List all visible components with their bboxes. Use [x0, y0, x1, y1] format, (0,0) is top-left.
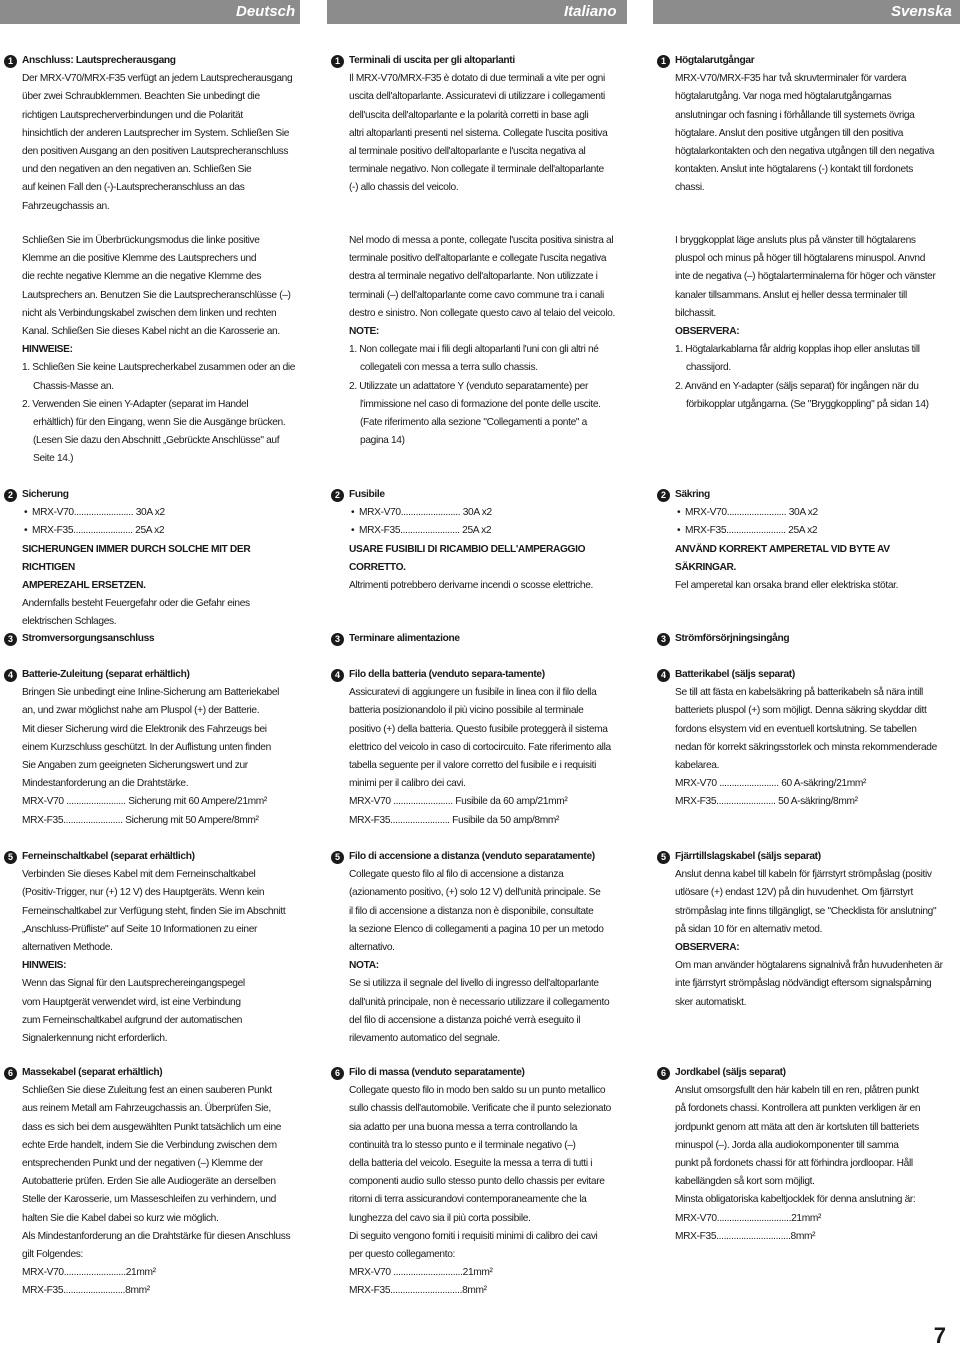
section-number-badge: 1 [657, 55, 670, 68]
note-line: collegateli con messa a terra sullo chassis. [360, 362, 538, 374]
remote-turn-on-title [4, 848, 299, 866]
body-line: Kanal. Schließen Sie dieses Kabel nicht an die Karosserie an. [22, 326, 280, 338]
body-line: alternativen Methode. [22, 942, 113, 954]
section-number-badge: 6 [657, 1067, 670, 1080]
fuse-rating-text: MRX-V70........................ 30A x2 [359, 507, 492, 519]
body-line: richtigen Lautsprecherverbindungen und die Polarität [22, 109, 243, 121]
note-line: erhältlich) für den Eingang, wenn Sie die Ausgänge brücken. [33, 417, 286, 429]
body-line: Klemme an die positive Klemme des Lautsprechers und [22, 253, 257, 265]
body-line: Als Mindestanforderung an die Drahtstärke für diesen Anschluss [22, 1230, 291, 1242]
battery-wire-title [657, 666, 952, 684]
body-line: Schließen Sie im Überbrückungsmodus die linke positive [22, 235, 260, 246]
section-title: Terminare alimentazione [349, 633, 460, 644]
ground-wire-section [657, 1064, 952, 1246]
section-title: Högtalarutgångar [675, 55, 755, 66]
note-line: chassijord. [686, 362, 731, 374]
body-line: destra al terminale negativo dell'altoparlante. Non utilizzate i [349, 271, 598, 283]
section-number-badge: 5 [331, 851, 344, 864]
body-line: MRX-V70.........................21mm² [22, 1267, 156, 1279]
ground-wire-body [657, 1082, 952, 1246]
remote-turn-on-body [4, 866, 299, 1048]
body-line: entsprechenden Punkt und der negativen (–) Klemme der [22, 1158, 263, 1170]
remote-turn-on-title [331, 848, 626, 866]
battery-wire-body [4, 684, 299, 830]
body-line: Collegate questo filo in modo ben saldo su un punto metallico [349, 1085, 606, 1097]
note-label: HINWEIS: [22, 960, 67, 972]
section-number-badge: 3 [657, 633, 670, 646]
body-line: Mindestanforderung an die Drahtstärke. [22, 778, 189, 790]
ground-wire-section [331, 1064, 626, 1301]
body-line: uscita dell'altoparlante. Assicuratevi di utilizzare i collegamenti [349, 91, 605, 103]
body-line: bilchassit. [675, 307, 716, 319]
note-line: 2. Verwenden Sie einen Y-Adapter (separat im Handel [22, 398, 249, 410]
fuse-section [4, 486, 299, 632]
fuse-rating-text: MRX-V70........................ 30A x2 [685, 507, 818, 519]
fuse-title [331, 486, 626, 504]
note-line: zum Ferneinschaltkabel aufgrund der automatischen [22, 1014, 243, 1026]
body-line: anslutningar och fasning i förhållande till systemets övriga [675, 109, 915, 121]
body-line: chassi. [675, 182, 705, 194]
body-line: Stelle der Karosserie, um Masseschleifen zu verhindern, und [22, 1194, 276, 1206]
section-number-badge: 1 [4, 55, 17, 68]
body-line: und den negativen an den negativen an. Schließen Sie [22, 164, 252, 176]
section-number-badge: 5 [657, 851, 670, 864]
speaker-output-body [4, 70, 299, 216]
body-line: Minsta obligatoriska kabeltjocklek för denna anslutning är: [675, 1194, 916, 1206]
body-line: Autobatterie prüfen. Erden Sie alle Audiogeräte an derselben [22, 1176, 276, 1188]
body-line: fordons elsystem vid en eventuell kortslutning. Se tabellen [675, 723, 917, 735]
body-line: I bryggkopplat läge ansluts plus på vänster till högtalarens [675, 235, 916, 246]
body-line: batteria posizionandolo il più vicino possibile al terminale [349, 705, 584, 717]
body-line: den positiven Ausgang an den positiven Lautsprecheranschluss [22, 146, 289, 158]
section-title: Terminali di uscita per gli altoparlanti [349, 55, 515, 66]
note-line: förbikopplar utgångarna. (Se "Bryggkoppling" på sidan 14) [686, 398, 929, 410]
note-line: del filo di accensione a distanza poiché verrà eseguito il [349, 1014, 581, 1026]
body-line: sia adatto per una buona messa a terra controllando la [349, 1121, 578, 1133]
body-line: MRX-V70/MRX-F35 har två skruvterminaler för vardera [675, 73, 907, 85]
fuse-rating-item [331, 522, 626, 540]
body-line: terminale negativo. Non collegate il terminale dell'altoparlante [349, 164, 604, 176]
body-line: (-) allo chassis del veicolo. [349, 182, 459, 194]
section-title: Batterikabel (säljs separat) [675, 669, 795, 680]
fuse-section [331, 486, 626, 595]
body-line: (Positiv-Trigger, nur (+) 12 V) des Hauptgeräts. Wenn kein [22, 887, 265, 899]
body-line: Di seguito vengono forniti i requisiti minimi di calibro dei cavi [349, 1230, 598, 1242]
body-line: MRX-F35..............................8mm² [675, 1230, 816, 1242]
body-line: kabelarea. [675, 760, 720, 772]
ground-wire-title [331, 1064, 626, 1082]
note-line: 1. Non collegate mai i fili degli altoparlanti l'uni con gli altri né [349, 344, 599, 356]
body-line: altri altoparlanti presenti nel sistema. Collegate l'uscita positiva [349, 127, 608, 139]
body-line: minimi per il calibro dei cavi. [349, 778, 466, 790]
section-number-badge: 3 [4, 633, 17, 646]
body-line: della batteria del veicolo. Eseguite la messa a terra di tutti i [349, 1158, 593, 1170]
remote-turn-on-section [657, 848, 952, 1012]
body-line: elettrico del veicolo in caso di cortocircuito. Fate riferimento alla [349, 741, 611, 753]
note-line: pagina 14) [360, 435, 405, 447]
body-line: Assicuratevi di aggiungere un fusibile in linea con il filo della [349, 687, 597, 699]
fuse-body [331, 541, 626, 596]
note-line: Chassis-Masse an. [33, 380, 114, 392]
power-input-section [657, 630, 952, 648]
body-line: MRX-V70 ........................ Fusibile da 60 amp/21mm² [349, 796, 568, 808]
section-number-badge: 4 [331, 669, 344, 682]
body-line: Lautsprechers an. Benutzen Sie die Lautsprecheranschlüsse (–) [22, 289, 291, 301]
remote-turn-on-body [657, 866, 952, 1012]
body-line: einem Kurzschluss geschützt. In der Auflistung unten finden [22, 741, 271, 753]
note-label: OBSERVERA: [675, 942, 740, 954]
fuse-warning: AMPEREZAHL ERSETZEN. [22, 580, 146, 592]
body-line: jordpunkt genom att mäta att den är kortsluten till batteriets [675, 1121, 919, 1133]
body-line: MRX-F35.........................8mm² [22, 1285, 150, 1297]
section-number-badge: 6 [4, 1067, 17, 1080]
body-line: strömpåslag inte finns tillgängligt, se "Checklista för anslutning" [675, 905, 937, 917]
body-line: Mit dieser Sicherung wird die Elektronik des Fahrzeugs bei [22, 723, 267, 735]
body-line: inte de negativa (–) högtalarterminalerna för höger och vänster [675, 271, 936, 283]
body-line: MRX-V70 ........................ Sicherung mit 60 Ampere/21mm² [22, 796, 267, 808]
battery-wire-body [331, 684, 626, 830]
fuse-warning: ANVÄND KORREKT AMPERETAL VID BYTE AV SÄKRINGAR. [675, 543, 890, 573]
body-line: högtalarutgång. Var noga med högtalarutgångarnas [675, 91, 892, 103]
section-title: Filo di accensione a distanza (venduto separatamente) [349, 851, 595, 862]
section-title: Massekabel (separat erhältlich) [22, 1067, 163, 1078]
speaker-output-title [331, 52, 626, 70]
note-label: NOTE: [349, 326, 379, 338]
body-line: Verbinden Sie dieses Kabel mit dem Ferneinschaltkabel [22, 869, 256, 881]
bullet-icon: • [351, 507, 355, 519]
bridge-mode-section [331, 232, 644, 450]
speaker-output-title [657, 52, 952, 70]
body-line: terminale positivo dell'altoparlante e collegate l'uscita negativa [349, 253, 607, 265]
fuse-body [657, 541, 952, 596]
body-line: Bringen Sie unbedingt eine Inline-Sicherung am Batteriekabel [22, 687, 280, 699]
fuse-warning: CORRETTO. [349, 561, 406, 573]
note-line: Wenn das Signal für den Lautsprechereingangspegel [22, 978, 245, 990]
note-line: 2. Utilizzate un adattatore Y (venduto separatamente) per [349, 380, 589, 392]
remote-turn-on-section [4, 848, 299, 1048]
body-line: ritorni di terra assicurandovi contemporaneamente che la [349, 1194, 587, 1206]
fuse-rating-item [657, 504, 952, 522]
note-line: 1. Högtalarkablarna får aldrig kopplas ihop eller anslutas till [675, 344, 920, 356]
section-title: Jordkabel (säljs separat) [675, 1067, 786, 1078]
section-number-badge: 3 [331, 633, 344, 646]
section-number-badge: 1 [331, 55, 344, 68]
note-line: Signalerkennung nicht erforderlich. [22, 1033, 168, 1045]
note-label: HINWEISE: [22, 344, 73, 356]
bridge-mode-section [4, 232, 317, 469]
section-title: Fjärrtillslagskabel (säljs separat) [675, 851, 821, 862]
body-line: dass es sich bei dem ausgewählten Punkt tatsächlich um eine [22, 1121, 282, 1133]
body-line: gilt Folgendes: [22, 1249, 84, 1261]
note-line: 1. Schließen Sie keine Lautsprecherkabel zusammen oder an die [22, 362, 296, 374]
ground-wire-title [657, 1064, 952, 1082]
fuse-rating-item [657, 522, 952, 540]
body-line: tabella seguente per il valore corretto del fusibile e i requisiti [349, 760, 597, 772]
section-number-badge: 6 [331, 1067, 344, 1080]
body-line: Schließen Sie diese Zuleitung fest an einen sauberen Punkt [22, 1085, 272, 1097]
note-line: l'immissione nel caso di formazione del ponte delle uscite. [360, 398, 601, 410]
section-number-badge: 5 [4, 851, 17, 864]
header-label-it: Italiano [564, 3, 617, 20]
body-line: echte Erde handelt, indem Sie die Verbindung zwischen dem [22, 1139, 277, 1151]
body-line: Sie Angaben zum geeigneten Sicherungswert und zur [22, 760, 248, 772]
body-line: Anslut omsorgsfullt den här kabeln till en ren, plåtren punkt [675, 1085, 919, 1097]
body-line: kontakten. Anslut inte högtalarens (-) kontakt till fordonets [675, 164, 914, 176]
body-line: på fordonets chassi. Kontrollera att punkten verkligen är en [675, 1103, 921, 1115]
body-line: hinsichtlich der anderen Lautsprecher im System. Schließen Sie [22, 127, 290, 139]
ground-wire-title [4, 1064, 299, 1082]
bullet-icon: • [24, 525, 28, 537]
bullet-icon: • [677, 507, 681, 519]
battery-wire-section [331, 666, 626, 830]
bullet-icon: • [24, 507, 28, 519]
bullet-icon: • [677, 525, 681, 537]
body-line: terminali (–) dell'altoparlante come cavo commune tra i canali [349, 289, 604, 301]
speaker-output-title [4, 52, 299, 70]
section-title: Filo di massa (venduto separatamente) [349, 1067, 525, 1078]
battery-wire-body [657, 684, 952, 811]
body-line: über zwei Schraubklemmen. Beachten Sie unbedingt die [22, 91, 260, 103]
remote-turn-on-title [657, 848, 952, 866]
body-line: kanaler tillsammans. Anslut ej heller dessa terminaler till [675, 289, 907, 301]
fuse-rating-text: MRX-F35........................ 25A x2 [32, 525, 165, 537]
power-input-title [4, 630, 299, 648]
section-number-badge: 2 [331, 489, 344, 502]
body-line: „Anschluss-Prüfliste" auf Seite 10 Informationen zu einer [22, 923, 258, 935]
note-line: Om man använder högtalarens signalnivå från huvudenheten är [675, 960, 943, 972]
fuse-title [4, 486, 299, 504]
speaker-output-body [331, 70, 626, 197]
note-line: inte fjärrstyrt strömpåslag nödvändigt eftersom signalspårning [675, 978, 932, 990]
body-line: punkt på fordonets chassi för att förhindra jordloopar. Håll [675, 1158, 913, 1170]
section-number-badge: 2 [4, 489, 17, 502]
fuse-warning: SICHERUNGEN IMMER DURCH SOLCHE MIT DER RICHTIGEN [22, 543, 251, 573]
body-line: (azionamento positivo, (+) solo 12 V) dell'unità principale. Se [349, 887, 601, 899]
body-line: MRX-V70 ........................ 60 A-säkring/21mm² [675, 778, 867, 790]
note-line: (Fate riferimento alla sezione "Collegamenti a ponte" a [360, 417, 587, 429]
body-line: batteriets pluspol (+) som möjligt. Denna säkring skyddar ditt [675, 705, 927, 717]
body-line: MRX-F35........................ Sicherung mit 50 Ampere/8mm² [22, 814, 259, 826]
note-line: Se si utilizza il segnale del livello di ingresso dell'altoparlante [349, 978, 599, 990]
body-line: per questo collegamento: [349, 1249, 456, 1261]
section-title: Anschluss: Lautsprecherausgang [22, 55, 176, 66]
body-line: componenti audio sullo stesso punto dello chassis per evitare [349, 1176, 605, 1188]
body-line: sullo chassis dell'automobile. Verificate che il punto selezionato [349, 1103, 611, 1115]
body-line: Anslut denna kabel till kabeln för fjärrstyrt strömpåslag (positiv [675, 869, 932, 881]
body-line: Se till att fästa en kabelsäkring på batterikabeln så nära intill [675, 687, 923, 699]
section-title: Fusibile [349, 489, 385, 500]
fuse-rating-text: MRX-F35........................ 25A x2 [685, 525, 818, 537]
body-line: die rechte negative Klemme an die negative Klemme des [22, 271, 262, 283]
body-line: Der MRX-V70/MRX-F35 verfügt an jedem Lautsprecherausgang [22, 73, 293, 85]
body-line: halten Sie die Kabel dabei so kurz wie möglich. [22, 1212, 219, 1224]
body-line: destro e sinistro. Non collegate questo cavo al telaio del veicolo. [349, 307, 615, 319]
section-title: Batterie-Zuleitung (separat erhältlich) [22, 669, 190, 680]
body-line: positivo (+) della batteria. Questo fusibile proteggerà il sistema [349, 723, 608, 735]
body-line: på sidan 10 för en alternativ metod. [675, 923, 823, 935]
body-line: elektrischen Schlages. [22, 616, 117, 628]
fuse-rating-text: MRX-F35........................ 25A x2 [359, 525, 492, 537]
body-line: la sezione Elenco di collegamenti a pagina 10 per un metodo [349, 923, 604, 935]
section-title: Stromversorgungsanschluss [22, 633, 155, 644]
body-line: auf keinen Fall den (-)-Lautsprecheranschluss an das [22, 182, 245, 194]
note-line: (Lesen Sie dazu den Abschnitt „Gebrückte Anschlüsse" auf [33, 435, 280, 447]
body-line: MRX-F35........................ 50 A-säkring/8mm² [675, 796, 858, 808]
body-line: il filo di accensione a distanza non è disponibile, consultate [349, 905, 594, 917]
fuse-rating-text: MRX-V70........................ 30A x2 [32, 507, 165, 519]
battery-wire-section [4, 666, 299, 830]
speaker-output-section [4, 52, 299, 216]
remote-turn-on-body [331, 866, 626, 1048]
power-input-title [331, 630, 626, 648]
section-number-badge: 4 [4, 669, 17, 682]
bridge-mode-section [657, 232, 960, 414]
body-line: al terminale positivo dell'altoparlante e l'uscita negativa al [349, 146, 586, 158]
body-line: Il MRX-V70/MRX-F35 è dotato di due terminali a vite per ogni [349, 73, 605, 85]
battery-wire-section [657, 666, 952, 812]
body-line: dell'uscita dell'altoparlante e la polarità corretti in base agli [349, 109, 589, 121]
body-line: Altrimenti potrebbero derivarne incendi o scosse elettriche. [349, 580, 594, 592]
body-line: högtalare. Anslut den positive utgången till den positiva [675, 127, 904, 139]
section-title: Strömförsörjningsingång [675, 633, 790, 644]
fuse-rating-item [4, 522, 299, 540]
body-line: kabellängden så kort som möjligt. [675, 1176, 815, 1188]
speaker-output-section [331, 52, 626, 198]
note-line: rilevamento automatico del segnale. [349, 1033, 500, 1045]
ground-wire-body [4, 1082, 299, 1300]
header-label-de: Deutsch [236, 3, 296, 20]
body-line: Nel modo di messa a ponte, collegate l'uscita positiva sinistra al [349, 235, 614, 246]
section-number-badge: 4 [657, 669, 670, 682]
body-line: MRX-F35........................ Fusibile da 50 amp/8mm² [349, 814, 560, 826]
speaker-output-body [657, 70, 952, 197]
bullet-icon: • [351, 525, 355, 537]
body-line: högtalarkontakten och den negativa utgången till den negativa [675, 146, 935, 158]
battery-wire-title [4, 666, 299, 684]
fuse-body [4, 541, 299, 632]
body-line: Fahrzeugchassis an. [22, 200, 110, 212]
note-label: OBSERVERA: [675, 326, 740, 338]
power-input-section [331, 630, 626, 648]
body-line: lunghezza del cavo sia il più corta possibile. [349, 1212, 531, 1224]
body-line: Fel amperetal kan orsaka brand eller elektriska stötar. [675, 580, 899, 592]
note-line: sker automatiskt. [675, 996, 747, 1008]
body-line: an, und zwar möglichst nahe am Pluspol (+) der Batterie. [22, 705, 260, 717]
body-line: utlösare (+) endast 12V) på din huvudenhet. Om fjärrstyrt [675, 887, 913, 899]
body-line: nicht als Verbindungskabel zwischen dem linken und rechten [22, 307, 277, 319]
battery-wire-title [331, 666, 626, 684]
power-input-section [4, 630, 299, 648]
body-line: nedan för korrekt säkringsstorlek och minsta rekommenderade [675, 741, 937, 753]
body-line: aus reinem Metall am Fahrzeugchassis an. Überprüfen Sie, [22, 1103, 271, 1115]
body-line: continuità tra lo stesso punto e il terminale negativo (–) [349, 1139, 576, 1151]
body-line: minuspol (–). Jorda alla audiokomponenter till samma [675, 1139, 899, 1151]
power-input-title [657, 630, 952, 648]
fuse-rating-item [4, 504, 299, 522]
section-number-badge: 2 [657, 489, 670, 502]
note-line: dall'unità principale, non è necessario utilizzare il collegamento [349, 996, 610, 1008]
ground-wire-section [4, 1064, 299, 1301]
fuse-section [657, 486, 952, 595]
header-label-sv: Svenska [891, 3, 952, 20]
section-title: Säkring [675, 489, 710, 500]
speaker-output-section [657, 52, 952, 198]
body-line: Ferneinschaltkabel zur Verfügung steht, finden Sie im Abschnitt [22, 905, 286, 917]
note-label: NOTA: [349, 960, 379, 972]
body-line: MRX-V70 ............................21mm² [349, 1267, 493, 1279]
language-header [0, 0, 960, 24]
fuse-warning: USARE FUSIBILI DI RICAMBIO DELL'AMPERAGGIO [349, 543, 586, 555]
page-number: 7 [933, 1323, 946, 1348]
body-line: MRX-F35.............................8mm² [349, 1285, 487, 1297]
body-line: Andernfalls besteht Feuergefahr oder die Gefahr eines [22, 598, 250, 610]
section-title: Ferneinschaltkabel (separat erhältlich) [22, 851, 195, 862]
body-line: MRX-V70..............................21mm² [675, 1212, 822, 1224]
body-line: pluspol och minus på höger till högtalarens minuspol. Anvnd [675, 253, 926, 265]
remote-turn-on-section [331, 848, 626, 1048]
note-line: vom Hauptgerät verwendet wird, ist eine Verbindung [22, 996, 241, 1008]
fuse-title [657, 486, 952, 504]
body-line: alternativo. [349, 942, 395, 954]
fuse-rating-item [331, 504, 626, 522]
body-line: Collegate questo filo al filo di accensione a distanza [349, 869, 564, 881]
section-title: Filo della batteria (venduto separa-tamente) [349, 669, 545, 680]
note-line: Seite 14.) [33, 453, 74, 465]
note-line: 2. Använd en Y-adapter (säljs separat) för ingången när du [675, 380, 919, 392]
section-title: Sicherung [22, 489, 69, 500]
ground-wire-body [331, 1082, 626, 1300]
